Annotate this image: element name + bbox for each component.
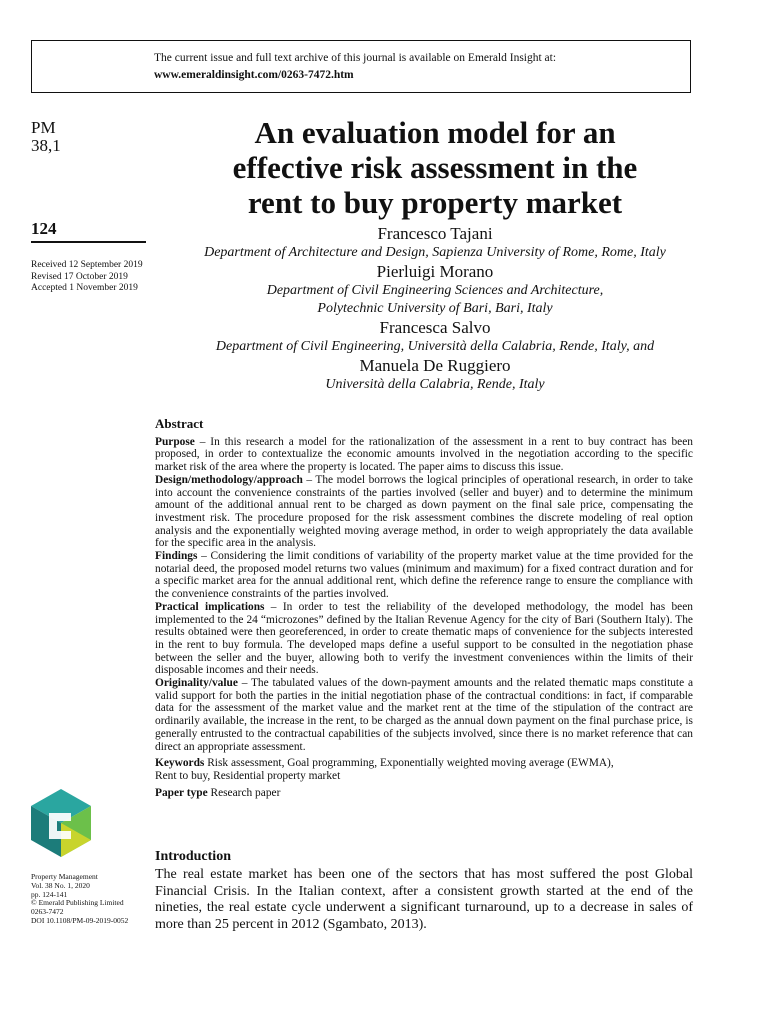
abstract-section: [155, 474, 693, 550]
abstract-section: [155, 436, 693, 474]
abstract-section: [155, 601, 693, 677]
section-label: Originality/value: [155, 677, 238, 690]
emerald-logo-icon: [31, 789, 91, 859]
keywords-label: Keywords: [155, 757, 205, 770]
journal-url[interactable]: www.emeraldinsight.com/0263-7472.htm: [154, 69, 354, 81]
introduction-text: The real estate market has been one of the sectors that has most suffered the post Global Financial Crisis. In the Italian context, after a consistent growth started at the end of the nineties, the real estate cycle underwent a significant turnaround, up to a decrease in sales of more than 25 percent in 2012 (Sgambato, 2013).: [155, 867, 693, 932]
citation-publisher: © Emerald Publishing Limited: [31, 898, 124, 908]
section-text: – Considering the limit conditions of variability of the property market value at the time provided for the notarial deed, the proposed model returns two values (minimum and maximum) for a fixed contract duration and for a specific market area for the annual additional rent, which define the reference range to ensure the compliance with the convenience constraints of the parties involved.: [155, 550, 693, 601]
abstract-section: [155, 677, 693, 753]
author-affiliation: Università della Calabria, Rende, Italy: [325, 377, 545, 392]
citation-volume: Vol. 38 No. 1, 2020: [31, 880, 90, 890]
paper-type-label: Paper type: [155, 786, 208, 799]
section-label: Findings: [155, 550, 198, 563]
journal-notice-box: [31, 40, 691, 93]
notice-text: The current issue and full text archive of this journal is available on Emerald Insight at:: [154, 52, 557, 64]
section-label: Design/methodology/approach: [155, 473, 303, 486]
citation-doi: DOI 10.1108/PM-09-2019-0052: [31, 915, 129, 925]
journal-code: PM: [31, 118, 56, 137]
author-affiliation: Department of Civil Engineering, Università della Calabria, Rende, Italy, and: [215, 339, 655, 354]
author-list: [150, 224, 720, 394]
author-affiliation: Department of Civil Engineering Sciences and Architecture,: [266, 283, 604, 298]
page-number: 124: [31, 219, 57, 238]
keywords-line: Risk assessment, Goal programming, Exponentially weighted moving average (EWMA),: [204, 757, 614, 770]
abstract-heading: Abstract: [155, 416, 204, 431]
section-text: – The model borrows the logical principles of operational research, in order to take into account the convenience constraints of the parties involved (seller and buyer) and to determine the minimum amount of the additional annual rent to be charged as down payment on the final sale price, compensating the investment risk. The procedure proposed for the risk assessment combines the discrete modeling of real option analysis and the exponentially weighted moving average method, in order to weigh appropriately the data available for the specific area in the analysis.: [155, 473, 693, 550]
received-date: Received 12 September 2019: [31, 260, 143, 270]
section-text: – In this research a model for the rationalization of the assessment in a rent to buy contract has been proposed, in order to contextualize the economic amounts involved in the negotiation according to the specific market risk of the area where the property is located. The paper aims to discuss this issue.: [155, 435, 693, 474]
article-title: [150, 115, 720, 220]
citation-journal: Property Management: [31, 872, 98, 881]
keywords-line: Rent to buy, Residential property market: [155, 769, 341, 782]
introduction-heading: Introduction: [155, 849, 231, 864]
author-name: Francesco Tajani: [377, 224, 493, 243]
paper-type-value: Research paper: [207, 786, 281, 799]
citation-issn: 0263-7472: [31, 907, 64, 917]
citation-pages: pp. 124-141: [31, 889, 68, 899]
title-line: rent to buy property market: [247, 185, 623, 220]
accepted-date: Accepted 1 November 2019: [31, 283, 138, 293]
author-name: Francesca Salvo: [379, 318, 491, 337]
abstract-section: [155, 550, 693, 601]
keywords: [155, 757, 693, 782]
author-name: Manuela De Ruggiero: [359, 356, 511, 375]
journal-code-block: [31, 119, 61, 155]
section-text: – The tabulated values of the down-payment amounts and the related thematic maps constitute a valid support for both the parties in the initial negotiation phase of the contractual conditions: in fact, if comparable data for the assessment of the market value and the market rent at the time of the stipulation of the contract are ordinarily available, the increase in the rent, to be charged as the annual down payment on the final purchase price, is generally entrusted to the contractual capabilities of the subjects involved, since there is no market reference that can direct an appropriate assessment.: [155, 677, 693, 753]
author-name: Pierluigi Morano: [376, 262, 494, 281]
title-line: effective risk assessment in the: [232, 150, 638, 185]
page-number-rule: [31, 241, 146, 243]
paper-type: [155, 787, 693, 800]
title-line: An evaluation model for an: [254, 115, 616, 150]
author-affiliation: Department of Architecture and Design, Sapienza University of Rome, Rome, Italy: [204, 245, 666, 260]
citation-block: [31, 873, 128, 926]
abstract: [155, 418, 693, 799]
section-label: Purpose: [155, 435, 195, 448]
introduction-section: [155, 849, 693, 933]
section-text: – In order to test the reliability of the developed methodology, the model has been implemented to the 24 “microzones” defined by the Italian Revenue Agency for the city of Bari (Southern Italy). The results obtained were then georeferenced, in order to create thematic maps of convenience for the subjects interested in the rent to buy formula. The developed maps define a useful support to be consulted in the negotiation phase between the seller and the buyer, allowing both to verify the investment conveniences within the limits of their disposable incomes and their needs.: [155, 600, 693, 677]
article-history: [31, 260, 143, 295]
section-label: Practical implications: [155, 600, 265, 613]
revised-date: Revised 17 October 2019: [31, 271, 128, 282]
journal-volume: 38,1: [31, 136, 61, 155]
author-affiliation: Polytechnic University of Bari, Bari, Italy: [317, 301, 553, 316]
